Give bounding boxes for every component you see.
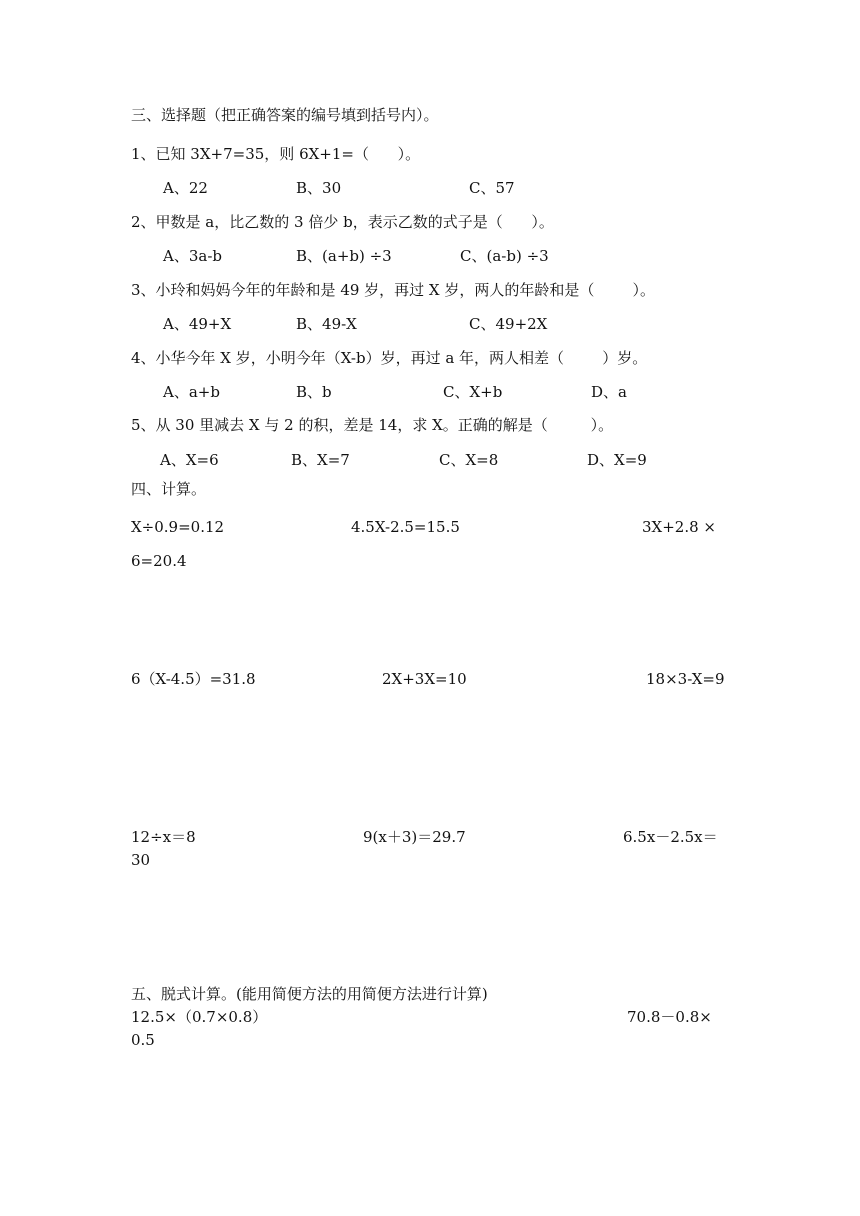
option-a: A、22	[163, 179, 208, 197]
section-title: 四、计算。	[131, 480, 207, 498]
question-stem: 1、已知 3X+7=35，则 6X+1=（ ）。	[131, 145, 421, 163]
equation: 6（X-4.5）=31.8	[131, 670, 256, 688]
expression-continued: 0.5	[131, 1031, 155, 1049]
equation: 3X+2.8 ×	[642, 518, 716, 536]
option-a: A、3a-b	[163, 247, 222, 265]
equation-continued: 6=20.4	[131, 552, 187, 570]
section-title: 三、选择题（把正确答案的编号填到括号内）。	[131, 106, 439, 124]
option-b: B、30	[296, 179, 342, 197]
expression: 70.8－0.8×	[627, 1008, 712, 1026]
section-title: 五、脱式计算。(能用简便方法的用简便方法进行计算)	[131, 985, 488, 1003]
question-stem: 4、小华今年 X 岁，小明今年（X-b）岁，再过 a 年，两人相差（ ）岁。	[131, 349, 648, 367]
option-c: C、X+b	[443, 383, 503, 401]
option-b: B、49-X	[296, 315, 357, 333]
equation: X÷0.9=0.12	[131, 518, 225, 536]
question-stem: 2、甲数是 a，比乙数的 3 倍少 b，表示乙数的式子是（ ）。	[131, 213, 554, 231]
option-b: B、X=7	[291, 451, 350, 469]
option-c: C、57	[469, 179, 515, 197]
equation-continued: 30	[131, 851, 151, 869]
question-stem: 3、小玲和妈妈今年的年龄和是 49 岁，再过 X 岁，两人的年龄和是（ ）。	[131, 281, 656, 299]
option-d: D、a	[591, 383, 627, 401]
option-c: C、(a-b) ÷3	[460, 247, 549, 265]
equation: 9(x＋3)＝29.7	[363, 828, 466, 846]
option-a: A、49+X	[163, 315, 232, 333]
option-b: B、(a+b) ÷3	[296, 247, 392, 265]
option-a: A、a+b	[163, 383, 220, 401]
option-c: C、49+2X	[469, 315, 548, 333]
equation: 12÷x＝8	[131, 828, 196, 846]
equation: 18×3-X=9	[646, 670, 725, 688]
equation: 6.5x－2.5x＝	[623, 828, 718, 846]
option-b: B、b	[296, 383, 332, 401]
equation: 4.5X-2.5=15.5	[351, 518, 460, 536]
option-c: C、X=8	[439, 451, 499, 469]
option-a: A、X=6	[160, 451, 219, 469]
option-d: D、X=9	[587, 451, 647, 469]
expression: 12.5×（0.7×0.8）	[131, 1008, 268, 1026]
equation: 2X+3X=10	[382, 670, 467, 688]
question-stem: 5、从 30 里减去 X 与 2 的积，差是 14，求 X。正确的解是（ ）。	[131, 416, 614, 434]
